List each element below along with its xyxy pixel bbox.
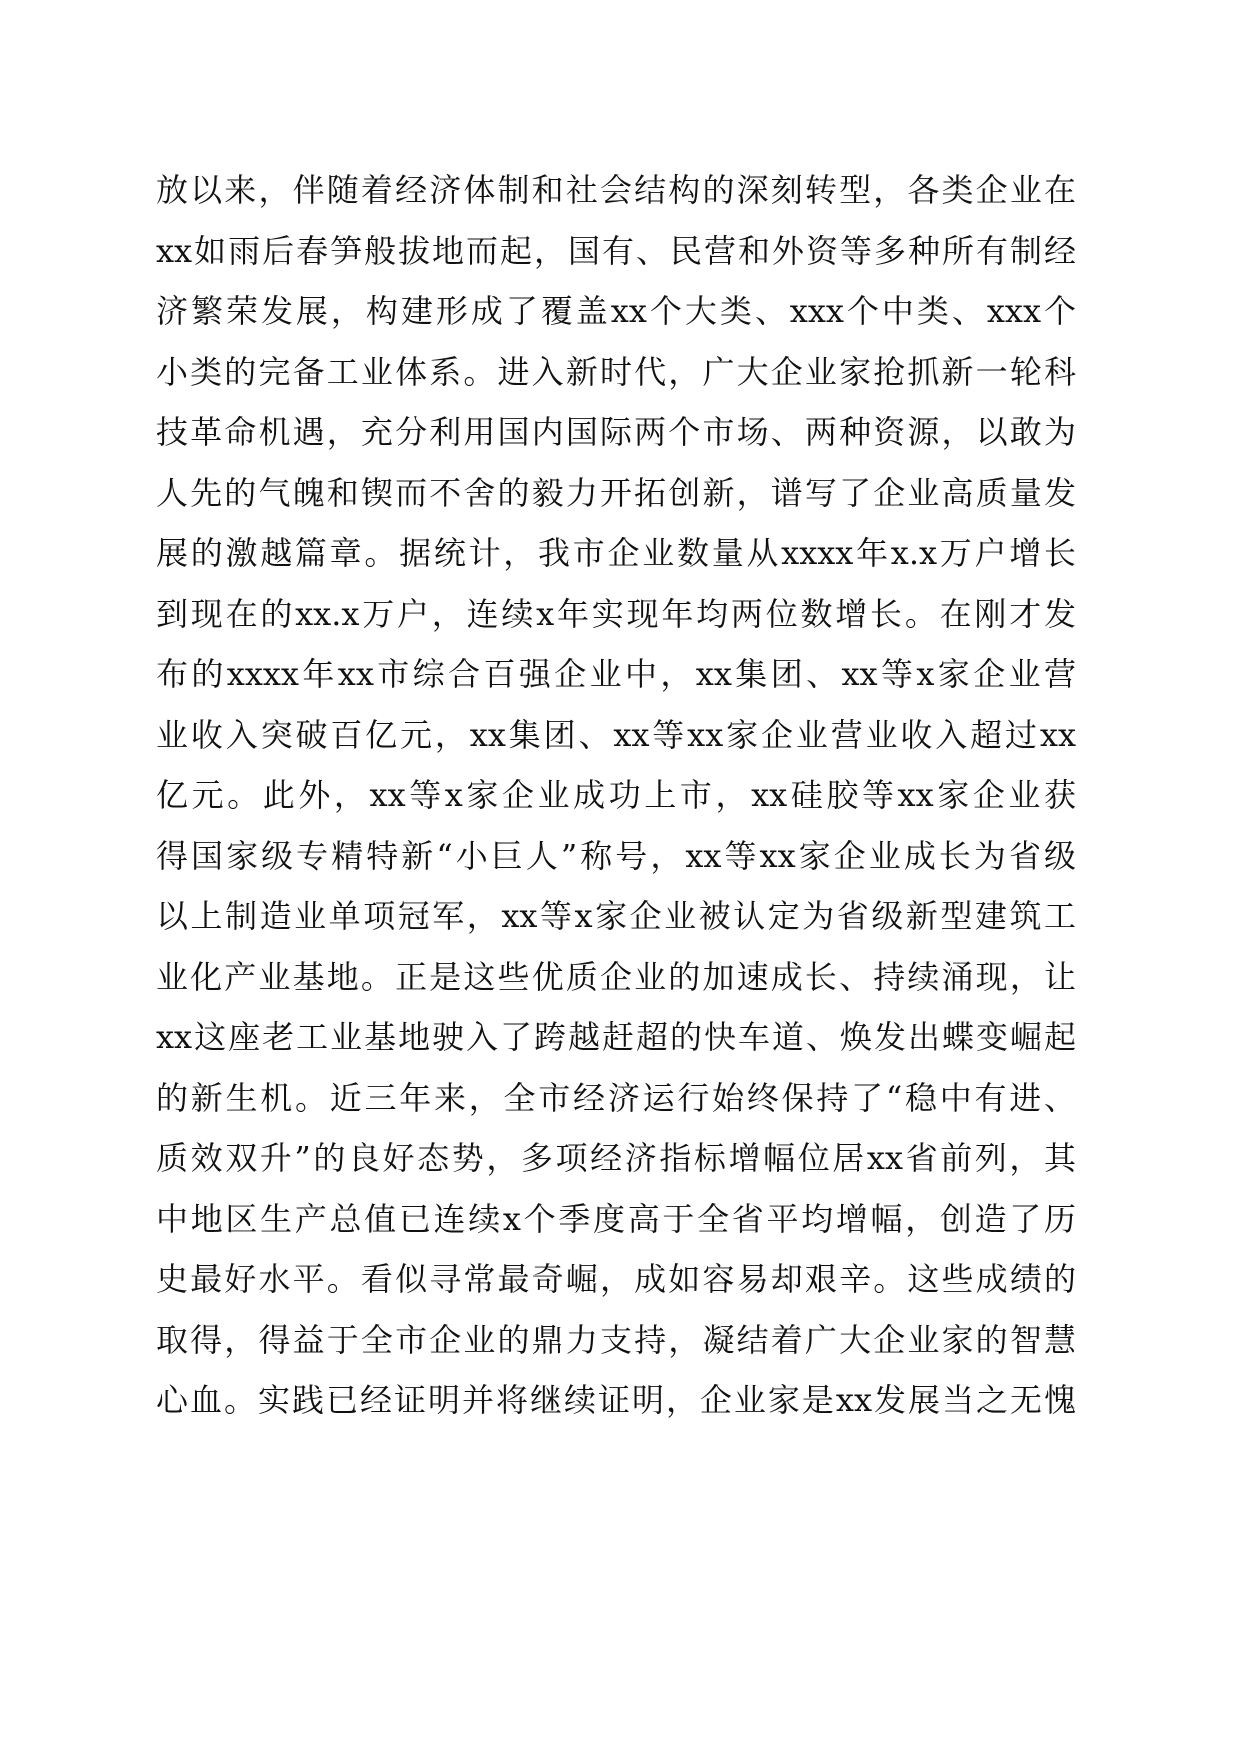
text-line: 技革命机遇，充分利用国内国际两个市场、两种资源，以敢为 <box>156 413 1076 451</box>
text-line: 人先的气魄和锲而不舍的毅力开拓创新，谱写了企业高质量发 <box>156 473 1076 512</box>
text-line: 到现在的xx.x万户，连续x年实现年均两位数增长。在刚才发 <box>156 594 1076 633</box>
body-text <box>156 160 1076 1431</box>
text-line: 史最好水平。看似寻常最奇崛，成如容易却艰辛。这些成绩的 <box>156 1260 1076 1298</box>
text-line: 得国家级专精特新“小巨人”称号，xx等xx家企业成长为省级 <box>156 836 1076 875</box>
text-line: 业化产业基地。正是这些优质企业的加速成长、持续涌现，让 <box>156 957 1076 996</box>
text-line: 心血。实践已经证明并将继续证明，企业家是xx发展当之无愧 <box>156 1381 1076 1419</box>
text-line: 济繁荣发展，构建形成了覆盖xx个大类、xxx个中类、xxx个 <box>156 292 1076 330</box>
text-line: 展的激越篇章。据统计，我市企业数量从xxxx年x.x万户增长 <box>156 534 1076 572</box>
text-line: 亿元。此外，xx等x家企业成功上市，xx硅胶等xx家企业获 <box>156 776 1076 814</box>
text-line: 小类的完备工业体系。进入新时代，广大企业家抢抓新一轮科 <box>156 352 1076 391</box>
text-line: 质效双升”的良好态势，多项经济指标增幅位居xx省前列，其 <box>156 1139 1076 1177</box>
text-line: 以上制造业单项冠军，xx等x家企业被认定为省级新型建筑工 <box>156 897 1076 935</box>
text-line: 放以来，伴随着经济体制和社会结构的深刻转型，各类企业在 <box>156 171 1076 209</box>
text-line: 取得，得益于全市企业的鼎力支持，凝结着广大企业家的智慧 <box>156 1320 1076 1359</box>
text-line: xx如雨后春笋般拔地而起，国有、民营和外资等多种所有制经 <box>156 231 1076 270</box>
text-line: 布的xxxx年xx市综合百强企业中，xx集团、xx等x家企业营 <box>156 655 1076 693</box>
text-line: 业收入突破百亿元，xx集团、xx等xx家企业营业收入超过xx <box>156 715 1076 754</box>
text-line: xx这座老工业基地驶入了跨越赶超的快车道、焕发出蝶变崛起 <box>156 1018 1076 1056</box>
text-line: 中地区生产总值已连续x个季度高于全省平均增幅，创造了历 <box>156 1199 1076 1238</box>
text-line: 的新生机。近三年来，全市经济运行始终保持了“稳中有进、 <box>156 1078 1076 1117</box>
